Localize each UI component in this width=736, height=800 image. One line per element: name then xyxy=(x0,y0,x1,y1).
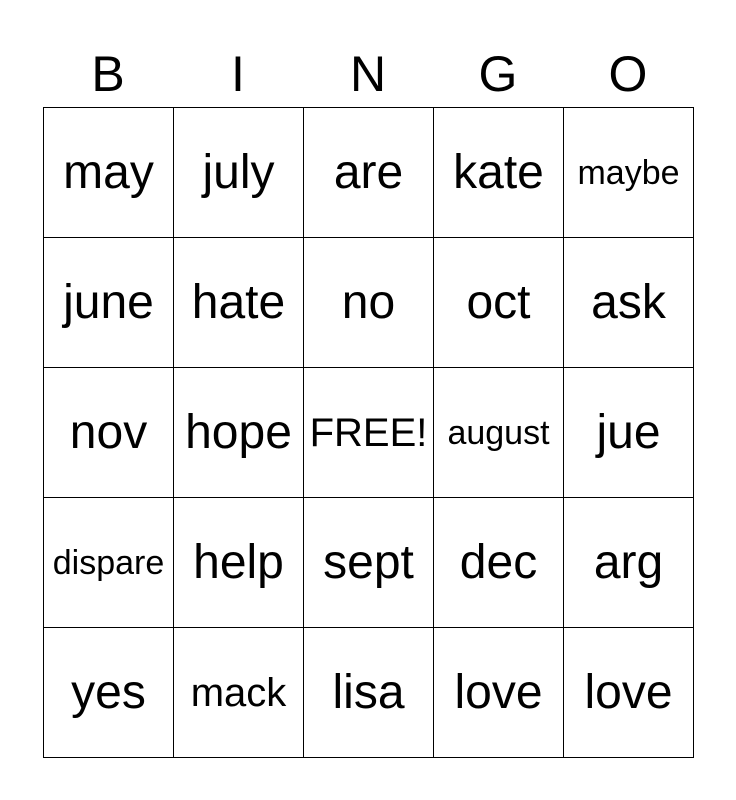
bingo-cell[interactable]: jue xyxy=(564,368,694,498)
bingo-cell[interactable]: love xyxy=(434,628,564,758)
bingo-cell[interactable]: ask xyxy=(564,238,694,368)
bingo-cell[interactable]: hate xyxy=(174,238,304,368)
bingo-cell[interactable]: yes xyxy=(44,628,174,758)
bingo-cell[interactable]: oct xyxy=(434,238,564,368)
header-letter-b: B xyxy=(91,46,125,102)
bingo-cell[interactable]: love xyxy=(564,628,694,758)
header-letter-i: I xyxy=(231,46,245,102)
bingo-cell[interactable]: help xyxy=(174,498,304,628)
bingo-cell[interactable]: no xyxy=(304,238,434,368)
bingo-cell[interactable]: may xyxy=(44,108,174,238)
bingo-cell[interactable]: nov xyxy=(44,368,174,498)
header-letter-o: O xyxy=(608,46,648,102)
header-letter-n: N xyxy=(349,46,387,102)
bingo-cell[interactable]: dec xyxy=(434,498,564,628)
bingo-cell[interactable]: august xyxy=(434,368,564,498)
bingo-cell[interactable]: dispare xyxy=(44,498,174,628)
bingo-cell[interactable]: hope xyxy=(174,368,304,498)
free-space-cell[interactable]: FREE! xyxy=(304,368,434,498)
bingo-cell[interactable]: kate xyxy=(434,108,564,238)
header-letter-g: G xyxy=(478,46,518,102)
bingo-cell[interactable]: june xyxy=(44,238,174,368)
bingo-cell[interactable]: july xyxy=(174,108,304,238)
bingo-cell[interactable]: sept xyxy=(304,498,434,628)
bingo-grid xyxy=(43,107,694,758)
bingo-cell[interactable]: mack xyxy=(174,628,304,758)
bingo-cell[interactable]: maybe xyxy=(564,108,694,238)
bingo-cell[interactable]: lisa xyxy=(304,628,434,758)
bingo-header xyxy=(43,42,693,106)
bingo-cell[interactable]: are xyxy=(304,108,434,238)
bingo-cell[interactable]: arg xyxy=(564,498,694,628)
